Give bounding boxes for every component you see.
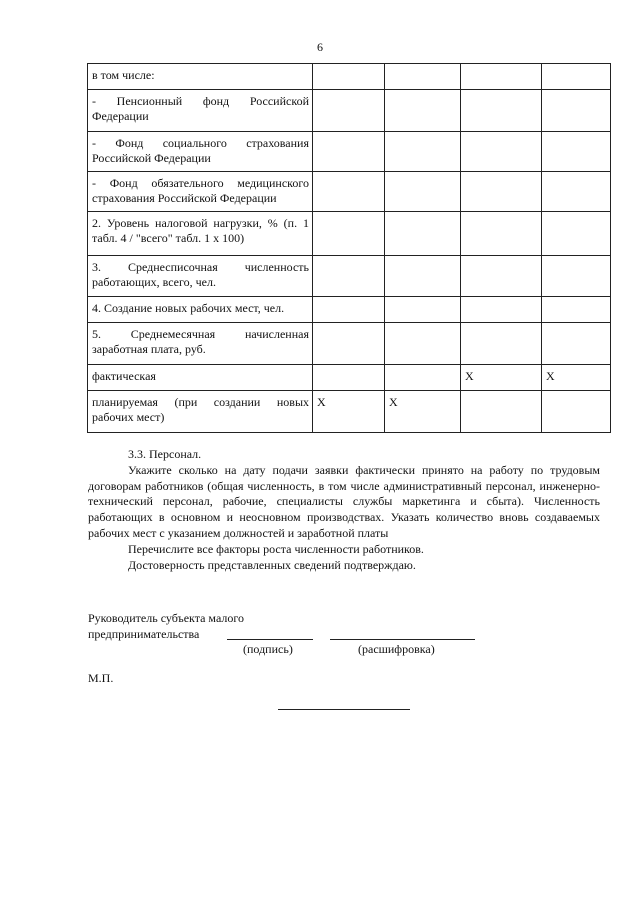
table-row xyxy=(88,365,611,391)
table-cell xyxy=(313,256,385,297)
table-cell xyxy=(461,212,542,256)
table-cell xyxy=(542,64,611,90)
table-cell xyxy=(385,90,461,132)
table-cell xyxy=(542,323,611,365)
table-cell xyxy=(385,64,461,90)
instruction-paragraph: Укажите сколько на дату подачи заявки фактически принято на работу по трудовым договорам работников (общая численность, в том числе административный персонал, инженерно-технический персонал, рабочие, специалисты службы маркетинга и сбыта). Численность работающих в основном и неосновном производствах. Указать количество вновь создаваемых рабочих мест с указанием должностей и заработной платы xyxy=(88,462,600,540)
separator-line xyxy=(278,709,410,710)
signatory-title-line1: Руководитель субъекта малого xyxy=(88,611,244,625)
growth-factors-paragraph: Перечислите все факторы роста численности работников. xyxy=(128,541,424,556)
page-number: 6 xyxy=(317,40,323,54)
table-cell xyxy=(461,323,542,365)
table-cell xyxy=(313,64,385,90)
indicators-table xyxy=(87,63,611,433)
table-cell: X xyxy=(385,391,461,433)
signatory-title-line2: предпринимательства xyxy=(88,627,200,641)
stamp-label: М.П. xyxy=(88,671,114,685)
table-cell xyxy=(542,90,611,132)
decode-caption: (расшифровка) xyxy=(358,642,435,656)
table-cell xyxy=(461,391,542,433)
row-label-planned: планируемая (при создании новых рабочих мест) xyxy=(88,391,313,433)
table-cell xyxy=(313,365,385,391)
table-cell xyxy=(461,64,542,90)
row-label-including: в том числе: xyxy=(88,64,313,90)
table-cell xyxy=(461,256,542,297)
table-cell xyxy=(313,212,385,256)
row-label-social-insurance-fund: - Фонд социального страхования Российской Федерации xyxy=(88,132,313,172)
table-cell xyxy=(385,256,461,297)
table-cell xyxy=(385,212,461,256)
table-cell xyxy=(313,297,385,323)
table-row xyxy=(88,64,611,90)
table-row xyxy=(88,212,611,256)
section-heading: 3.3. Персонал. xyxy=(128,447,202,461)
table-cell xyxy=(313,90,385,132)
table-row xyxy=(88,256,611,297)
row-label-new-jobs: 4. Создание новых рабочих мест, чел. xyxy=(88,297,313,323)
personnel-section xyxy=(88,447,600,573)
row-label-pension-fund: - Пенсионный фонд Российской Федерации xyxy=(88,90,313,132)
table-row xyxy=(88,297,611,323)
table-cell xyxy=(385,132,461,172)
table-cell xyxy=(385,172,461,212)
table-cell xyxy=(542,132,611,172)
table-cell xyxy=(461,132,542,172)
row-label-headcount: 3. Среднесписочная численность работающих, всего, чел. xyxy=(88,256,313,297)
table-cell xyxy=(385,297,461,323)
table-cell xyxy=(313,323,385,365)
row-label-tax-burden: 2. Уровень налоговой нагрузки, % (п. 1 табл. 4 / "всего" табл. 1 х 100) xyxy=(88,212,313,256)
table-cell xyxy=(542,172,611,212)
table-cell xyxy=(542,256,611,297)
row-label-medical-insurance-fund: - Фонд обязательного медицинского страхования Российской Федерации xyxy=(88,172,313,212)
table-cell xyxy=(461,297,542,323)
table-cell: X xyxy=(542,365,611,391)
table-cell xyxy=(542,297,611,323)
row-label-actual: фактическая xyxy=(88,365,313,391)
table-row xyxy=(88,90,611,132)
row-label-average-salary: 5. Среднемесячная начисленная заработная плата, руб. xyxy=(88,323,313,365)
table-cell xyxy=(385,365,461,391)
table-cell xyxy=(542,212,611,256)
table-cell xyxy=(313,172,385,212)
table-row xyxy=(88,172,611,212)
table-row xyxy=(88,323,611,365)
table-cell xyxy=(461,172,542,212)
decode-line xyxy=(330,639,475,640)
confirmation-paragraph: Достоверность представленных сведений подтверждаю. xyxy=(128,557,416,572)
table-cell xyxy=(461,90,542,132)
table-cell xyxy=(313,132,385,172)
signature-caption: (подпись) xyxy=(243,642,293,656)
table-cell: X xyxy=(461,365,542,391)
table-cell: X xyxy=(313,391,385,433)
signature-line xyxy=(227,639,313,640)
table-row xyxy=(88,391,611,433)
table-cell xyxy=(542,391,611,433)
table-row xyxy=(88,132,611,172)
table-cell xyxy=(385,323,461,365)
